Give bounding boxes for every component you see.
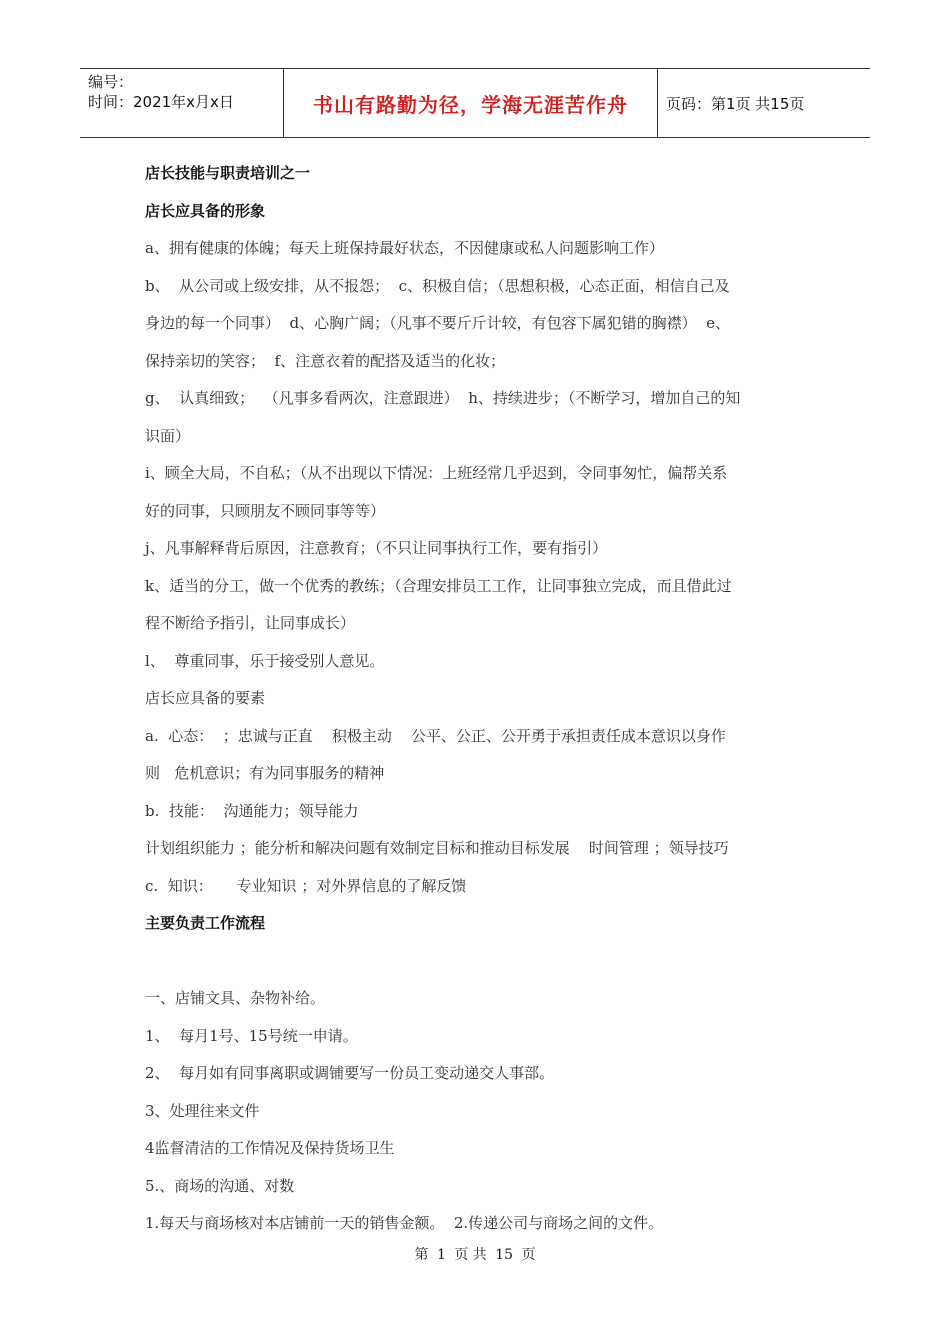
body-line: c. 知识： 专业知识 ；对外界信息的了解反馈 [145, 876, 467, 895]
footer-page-total: 15 [495, 1247, 514, 1263]
page-footer [0, 1244, 950, 1264]
footer-page-mid: 页 共 [454, 1247, 487, 1263]
header-meta [80, 69, 283, 137]
document-body [145, 155, 810, 1243]
footer-page-suffix: 页 [521, 1247, 536, 1263]
body-line: 店长应具备的要素 [145, 689, 266, 707]
body-line: 程不断给予指引，让同事成长） [145, 614, 356, 632]
body-line: k、适当的分工，做一个优秀的教练；（合理安排员工工作，让同事独立完成，而且借此过 [145, 576, 732, 595]
body-line: 3、处理往来文件 [145, 1101, 260, 1120]
header-page-cell [658, 69, 870, 137]
body-line: 4监督清洁的工作情况及保持货场卫生 [145, 1139, 395, 1157]
header-motto: 书山有路勤为径，学海无涯苦作舟 [313, 92, 628, 117]
body-line: 身边的每一个同事） d、心胸广阔；（凡事不要斤斤计较，有包容下属犯错的胸襟） e、 [145, 314, 731, 332]
section-heading: 主要负责工作流程 [145, 914, 266, 932]
footer-page-number: 1 [436, 1247, 446, 1263]
section-heading: 店长应具备的形象 [145, 201, 266, 220]
body-line: i、顾全大局，不自私；（从不出现以下情况：上班经常几乎迟到，令同事匆忙，偏帮关系 [145, 464, 728, 482]
body-line: 计划组织能力 ；能分析和解决问题有效制定目标和推动目标发展 时间管理 ；领导技巧 [145, 839, 729, 857]
page-header [80, 68, 870, 138]
body-line: 1.每天与商场核对本店铺前一天的销售金额。 2.传递公司与商场之间的文件。 [145, 1214, 664, 1232]
body-line: 2、 每月如有同事离职或调铺要写一份员工变动递交人事部。 [145, 1064, 555, 1082]
body-line: 5.、商场的沟通、对数 [145, 1176, 295, 1195]
body-line: 好的同事，只顾朋友不顾同事等等） [145, 501, 386, 520]
body-line: 识面） [145, 426, 191, 445]
body-line: a. 心态： ；忠诚与正直 积极主动 公平、公正、公开勇于承担责任成本意识以身作 [145, 726, 726, 745]
body-line: b、 从公司或上级安排，从不报怨； c、积极自信；（思想积极，心态正面，相信自己及 [145, 276, 730, 295]
section-heading: 店长技能与职责培训之一 [145, 164, 311, 182]
header-page-label: 页码：第1页 共15页 [666, 94, 805, 113]
body-line: 一、店铺文具、杂物补给。 [145, 989, 326, 1007]
body-line [145, 943, 810, 981]
body-line: 则 危机意识；有为同事服务的精神 [145, 764, 385, 782]
header-motto-cell [283, 69, 658, 137]
body-line: j、凡事解释背后原因，注意教育；（不只让同事执行工作，要有指引） [145, 539, 608, 557]
body-line: g、 认真细致； （凡事多看两次，注意跟进） h、持续进步；（不断学习，增加自己的知 [145, 389, 741, 407]
body-line: 保持亲切的笑容； f、注意衣着的配搭及适当的化妆； [145, 351, 506, 370]
body-line: a、拥有健康的体魄；每天上班保持最好状态，不因健康或私人问题影响工作） [145, 239, 664, 257]
body-line: l、 尊重同事，乐于接受别人意见。 [145, 651, 385, 670]
body-line: b. 技能： 沟通能力；领导能力 [145, 801, 359, 820]
document-date-label: 时间：2021年x月x日 [88, 93, 234, 111]
body-line: 1、 每月1号、15号统一申请。 [145, 1026, 358, 1045]
document-number-label: 编号： [88, 73, 134, 91]
footer-page-prefix: 第 [414, 1247, 429, 1263]
